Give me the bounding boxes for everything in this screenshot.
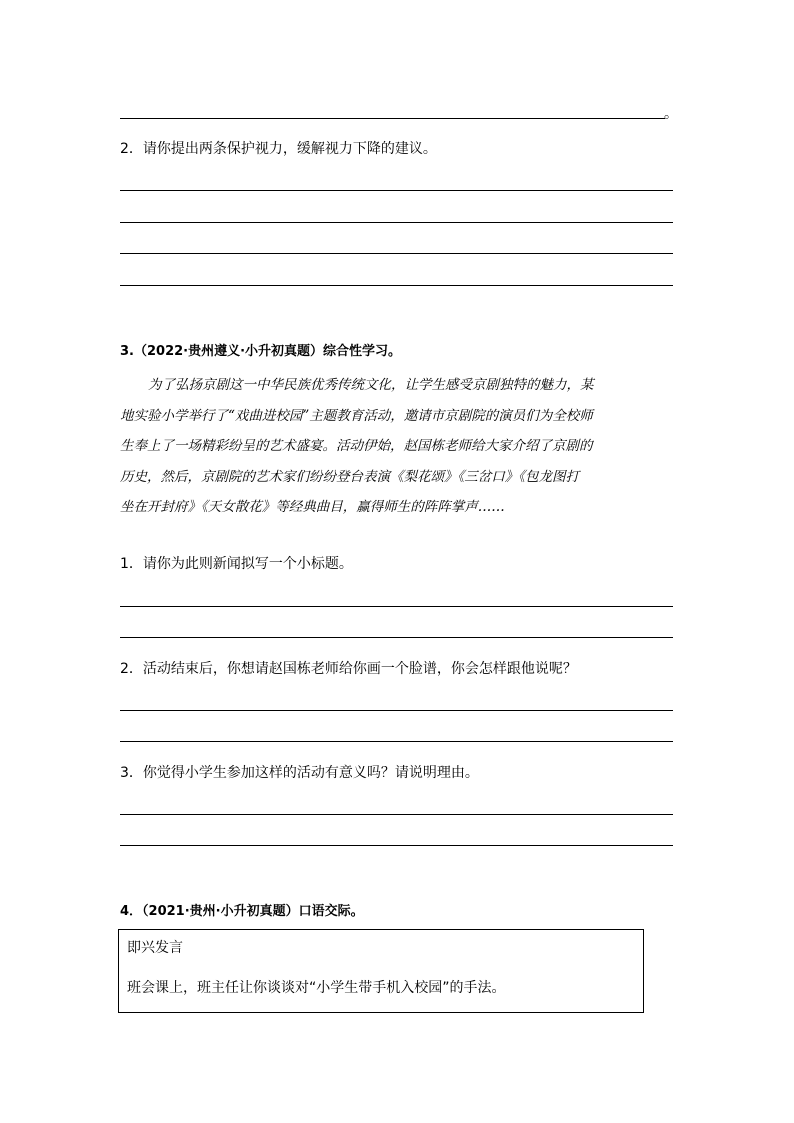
box-text: 班会课上，班主任让你谈谈对“小学生带手机入校园”的手法。 [127, 980, 506, 996]
answer-line[interactable] [120, 814, 673, 815]
answer-line[interactable] [120, 118, 665, 119]
question-1-subtitle: 1．请你为此则新闻拟写一个小标题。 [120, 556, 353, 572]
answer-line[interactable] [120, 710, 673, 711]
section-3-heading: 3.（2022·贵州遵义·小升初真题）综合性学习。 [120, 344, 402, 359]
news-passage [120, 370, 676, 523]
question-2-face-mask: 2．活动结束后，你想请赵国栋老师给你画一个脸谱，你会怎样跟他说呢？ [120, 661, 577, 677]
answer-line[interactable] [120, 190, 673, 191]
answer-line[interactable] [120, 606, 673, 607]
section-4-heading: 4．（2021·贵州·小升初真题）口语交际。 [120, 904, 364, 919]
passage-line: 历史，然后，京剧院的艺术家们纷纷登台表演《梨花颂》《三岔口》《包龙图打 [120, 468, 579, 485]
answer-line[interactable] [120, 741, 673, 742]
question-3-meaning: 3．你觉得小学生参加这样的活动有意义吗？请说明理由。 [120, 765, 479, 781]
answer-line[interactable] [120, 285, 673, 286]
passage-line: 坐在开封府》《天女散花》等经典曲目，赢得师生的阵阵掌声…… [120, 499, 505, 515]
passage-line: 生奉上了一场精彩纷呈的艺术盛宴。活动伊始，赵国栋老师给大家介绍了京剧的 [120, 438, 593, 454]
speech-prompt-box [118, 929, 644, 1013]
answer-line[interactable] [120, 637, 673, 638]
question-2-eye-care: 2．请你提出两条保护视力，缓解视力下降的建议。 [120, 141, 437, 157]
passage-line: 为了弘扬京剧这一中华民族优秀传统文化，让学生感受京剧独特的魅力，某 [148, 377, 594, 393]
box-title: 即兴发言 [127, 940, 183, 956]
answer-line[interactable] [120, 845, 673, 846]
passage-line: 地实验小学举行了“戏曲进校园”主题教育活动，邀请市京剧院的演员们为全校师 [120, 407, 593, 424]
answer-line[interactable] [120, 222, 673, 223]
answer-line[interactable] [120, 253, 673, 254]
end-period: 。 [664, 106, 678, 122]
